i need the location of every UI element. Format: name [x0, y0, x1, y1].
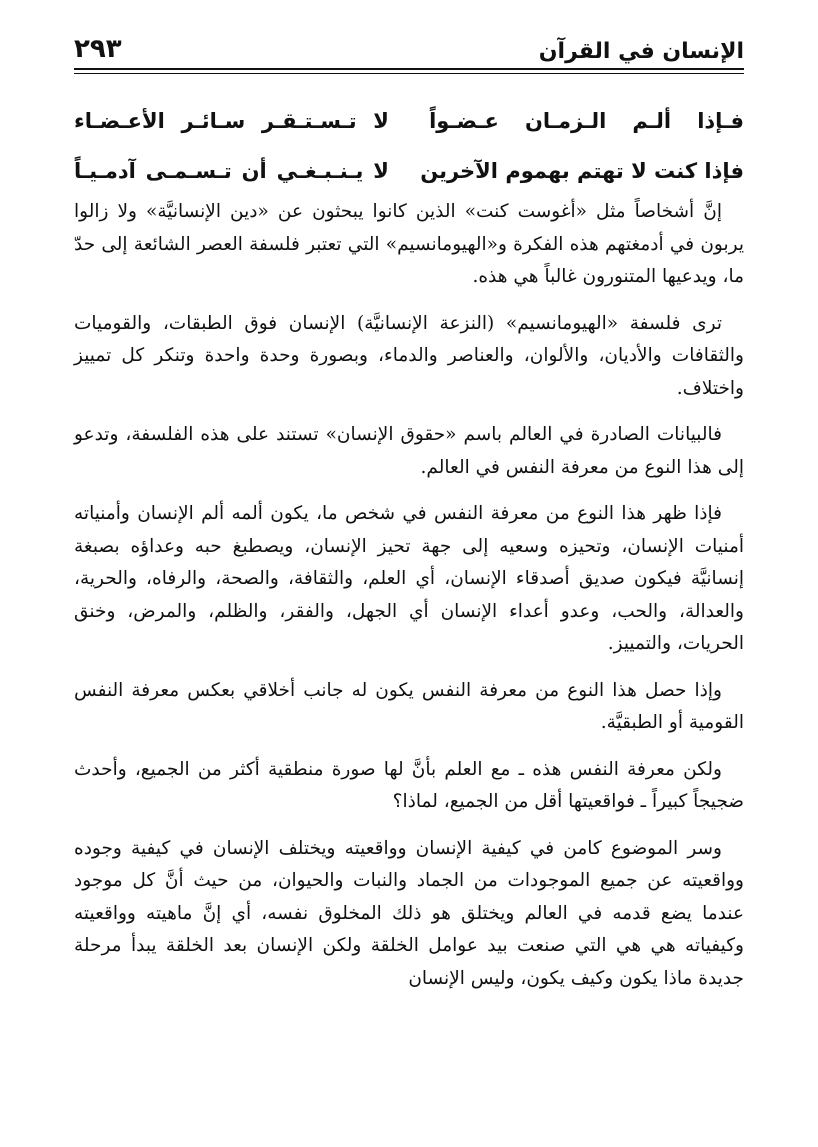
header-rule-thin	[74, 73, 744, 74]
poem-verse	[74, 96, 744, 146]
paragraph: فإذا ظهر هذا النوع من معرفة النفس في شخص ما، يكون ألمه ألم الإنسان وأمنياته أمنيات الإنسان، وتحيزه وسعيه إلى جهة تحيز الإنسان، ويصطبغ حبه وعداؤه بصبغة إنسانيَّة فيكون صديق أصدقاء الإنسان، أي العلم، والثقافة، والصحة، والرفاه، والحرية، والعدالة، والحب، وعدو أعداء الإنسان أي الجهل، والفقر، والظلم، والمرض، وخنق الحريات، والتمييز.	[74, 503, 744, 654]
verse-first-hemistich: فـإذا ألـم الـزمـان عـضـواً	[429, 109, 744, 133]
body-text	[74, 196, 744, 1009]
paragraph: ترى فلسفة «الهيومانسيم» (النزعة الإنسانيَّة) الإنسان فوق الطبقات، والقوميات والثقافات والأديان، والألوان، والعناصر والدماء، وبصورة وحدة واحدة وتنكر كل تمييز واختلاف.	[74, 312, 744, 399]
paragraph: ولكن معرفة النفس هذه ـ مع العلم بأنَّ لها صورة منطقية أكثر من الجميع، وأحدث ضجيجاً كبيراً ـ فواقعيتها أقل من الجميع، لماذا؟	[74, 758, 744, 812]
poem-block	[74, 96, 744, 196]
paragraph: وسر الموضوع كامن في كيفية الإنسان وواقعيته ويختلف الإنسان في كيفية وجوده وواقعيته عن جميع الموجودات من الجماد والنبات والحيوان، من حيث أنَّ كل موجود عندما يضع قدمه في العالم ويختلق هو ذلك المخلوق نفسه، أي إنَّ ماهيته وواقعيته وكيفياته هي هي التي صنعت بيد عوامل الخلقة ولكن الإنسان بعد الخلقة يبدأ مرحلة جديدة ماذا يكون وكيف يكون، وليس الإنسان	[74, 837, 744, 989]
poem-verse	[74, 146, 744, 196]
header-rule-thick	[74, 68, 744, 70]
paragraph: فالبيانات الصادرة في العالم باسم «حقوق الإنسان» تستند على هذه الفلسفة، وتدعو إلى هذا النوع من معرفة النفس في العالم.	[74, 424, 744, 478]
running-header	[74, 28, 744, 64]
verse-second-hemistich: لا يـنـبـغـي أن تـسـمـى آدمـيـاً	[74, 159, 389, 183]
page-number: ٢٩٣	[74, 34, 122, 64]
running-title: الإنسان في القرآن	[538, 39, 744, 64]
paragraph: وإذا حصل هذا النوع من معرفة النفس يكون له جانب أخلاقي بعكس معرفة النفس القومية أو الطبقيَّة.	[74, 679, 744, 733]
verse-first-hemistich: فإذا كنت لا تهتم بهموم الآخرين	[420, 159, 744, 183]
verse-second-hemistich: لا تـسـتـقـر سـائـر الأعـضـاء	[74, 109, 389, 133]
paragraph: إنَّ أشخاصاً مثل «أغوست كنت» الذين كانوا يبحثون عن «دين الإنسانيَّة» ولا زالوا يربون في أدمغتهم هذه الفكرة و«الهيومانسيم» التي تعتبر فلسفة العصر الشائعة إلى حدّ ما، ويدعيها المتنورون غالباً هي هذه.	[74, 201, 744, 287]
